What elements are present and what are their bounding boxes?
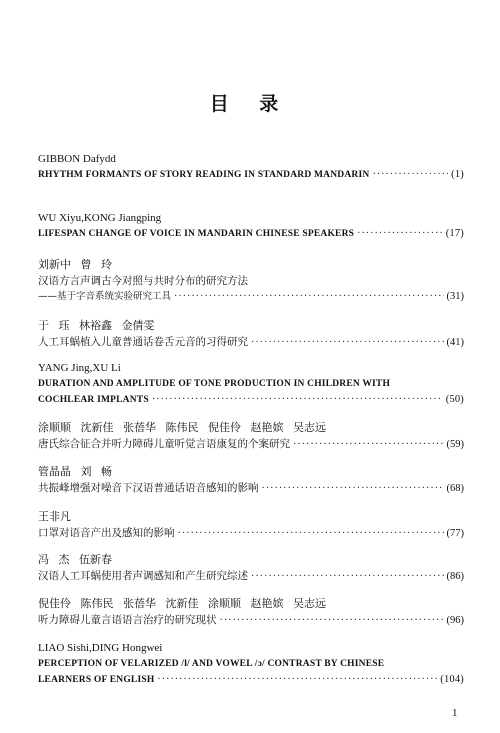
entry-title: RHYTHM FORMANTS OF STORY READING IN STANDARD MANDARIN	[38, 170, 370, 180]
entry-title: LEARNERS OF ENGLISH	[38, 675, 155, 685]
entry-title-line[interactable]	[38, 480, 464, 496]
leader-dots	[251, 569, 444, 585]
entry-title: COCHLEAR IMPLANTS	[38, 395, 149, 405]
entry-page: (1)	[451, 169, 464, 180]
entry-title: 口罩对语音产出及感知的影响	[38, 527, 175, 539]
leader-dots	[174, 289, 443, 305]
entry-title-line[interactable]	[38, 273, 464, 289]
entry-page: (50)	[445, 394, 464, 405]
entry-subtitle: ——基于字音系统实验研究工具	[38, 291, 172, 302]
entry-authors: 倪佳伶 陈伟民 张蓓华 沈新佳 涂顺顺 赵艳嫔 吴志远	[38, 597, 326, 610]
toc-entry	[38, 257, 464, 305]
toc-entry	[38, 552, 464, 584]
entry-title: 唐氏综合征合并听力障碍儿童听觉言语康复的个案研究	[38, 438, 290, 450]
entry-page: (77)	[446, 528, 464, 539]
page-number: 1	[452, 707, 458, 719]
entry-title-line[interactable]	[38, 656, 464, 672]
entry-title-line[interactable]	[38, 612, 464, 628]
entry-page: (104)	[440, 674, 464, 685]
entry-title-line[interactable]	[38, 226, 464, 242]
entry-authors: 刘新中 曾 玲	[38, 258, 112, 271]
entry-page: (68)	[446, 483, 464, 494]
entry-title: 共振峰增强对噪音下汉语普通话语音感知的影响	[38, 482, 259, 494]
toc-entry	[38, 360, 464, 408]
entry-title: LIFESPAN CHANGE OF VOICE IN MANDARIN CHINESE SPEAKERS	[38, 229, 355, 239]
toc-entry	[38, 640, 464, 688]
leader-dots	[293, 437, 444, 453]
entry-authors: GIBBON Dafydd	[38, 153, 116, 165]
entry-authors: 于 珏 林裕鑫 金倩雯	[38, 319, 155, 332]
leader-dots	[357, 226, 443, 242]
leader-dots	[262, 481, 444, 497]
entry-title: DURATION AND AMPLITUDE OF TONE PRODUCTION IN CHILDREN WITH	[38, 379, 391, 389]
entry-authors: LIAO Sishi,DING Hongwei	[38, 642, 163, 654]
leader-dots	[178, 526, 444, 542]
toc-entry	[38, 210, 464, 242]
toc-entry	[38, 596, 464, 628]
entry-authors: 王非凡	[38, 510, 71, 523]
entry-authors: YANG Jing,XU Li	[38, 362, 121, 374]
entry-title: 汉语方言声调古今对照与共时分布的研究方法	[38, 275, 248, 287]
entry-subtitle-line[interactable]	[38, 289, 464, 305]
entry-title-line[interactable]	[38, 376, 464, 392]
toc-entry	[38, 420, 464, 452]
toc-entry	[38, 464, 464, 496]
entry-page: (86)	[446, 571, 464, 582]
entry-title-line[interactable]	[38, 525, 464, 541]
entry-title: 汉语人工耳蜗使用者声调感知和产生研究综述	[38, 570, 248, 582]
toc-entry	[38, 151, 464, 183]
entry-page: (59)	[446, 439, 464, 450]
entry-title-line[interactable]	[38, 334, 464, 350]
entry-title-line[interactable]	[38, 568, 464, 584]
toc-entry	[38, 318, 464, 350]
entry-title: PERCEPTION OF VELARIZED /l/ AND VOWEL /ɔ/ CONTRAST BY CHINESE	[38, 659, 385, 669]
entry-title-line[interactable]	[38, 672, 464, 688]
entry-authors: 冯 杰 伍新春	[38, 553, 112, 566]
entry-page: (17)	[445, 228, 464, 239]
leader-dots	[372, 167, 448, 183]
leader-dots	[157, 672, 437, 688]
leader-dots	[220, 613, 444, 629]
leader-dots	[152, 392, 443, 408]
entry-title-line[interactable]	[38, 392, 464, 408]
leader-dots	[251, 335, 444, 351]
entry-page: (31)	[446, 291, 464, 302]
entry-page: (41)	[446, 337, 464, 348]
entry-authors: 管晶晶 刘 畅	[38, 465, 112, 478]
entry-authors: 涂顺顺 沈新佳 张蓓华 陈伟民 倪佳伶 赵艳嫔 吴志远	[38, 421, 326, 434]
toc-entry	[38, 509, 464, 541]
entry-title: 人工耳蜗植入儿童普通话卷舌元音的习得研究	[38, 336, 248, 348]
page-title: 目 录	[209, 93, 291, 115]
entry-authors: WU Xiyu,KONG Jiangping	[38, 212, 162, 224]
entry-title: 听力障碍儿童言语语言治疗的研究现状	[38, 614, 217, 626]
entry-title-line[interactable]	[38, 167, 464, 183]
entry-page: (96)	[446, 615, 464, 626]
entry-title-line[interactable]	[38, 436, 464, 452]
